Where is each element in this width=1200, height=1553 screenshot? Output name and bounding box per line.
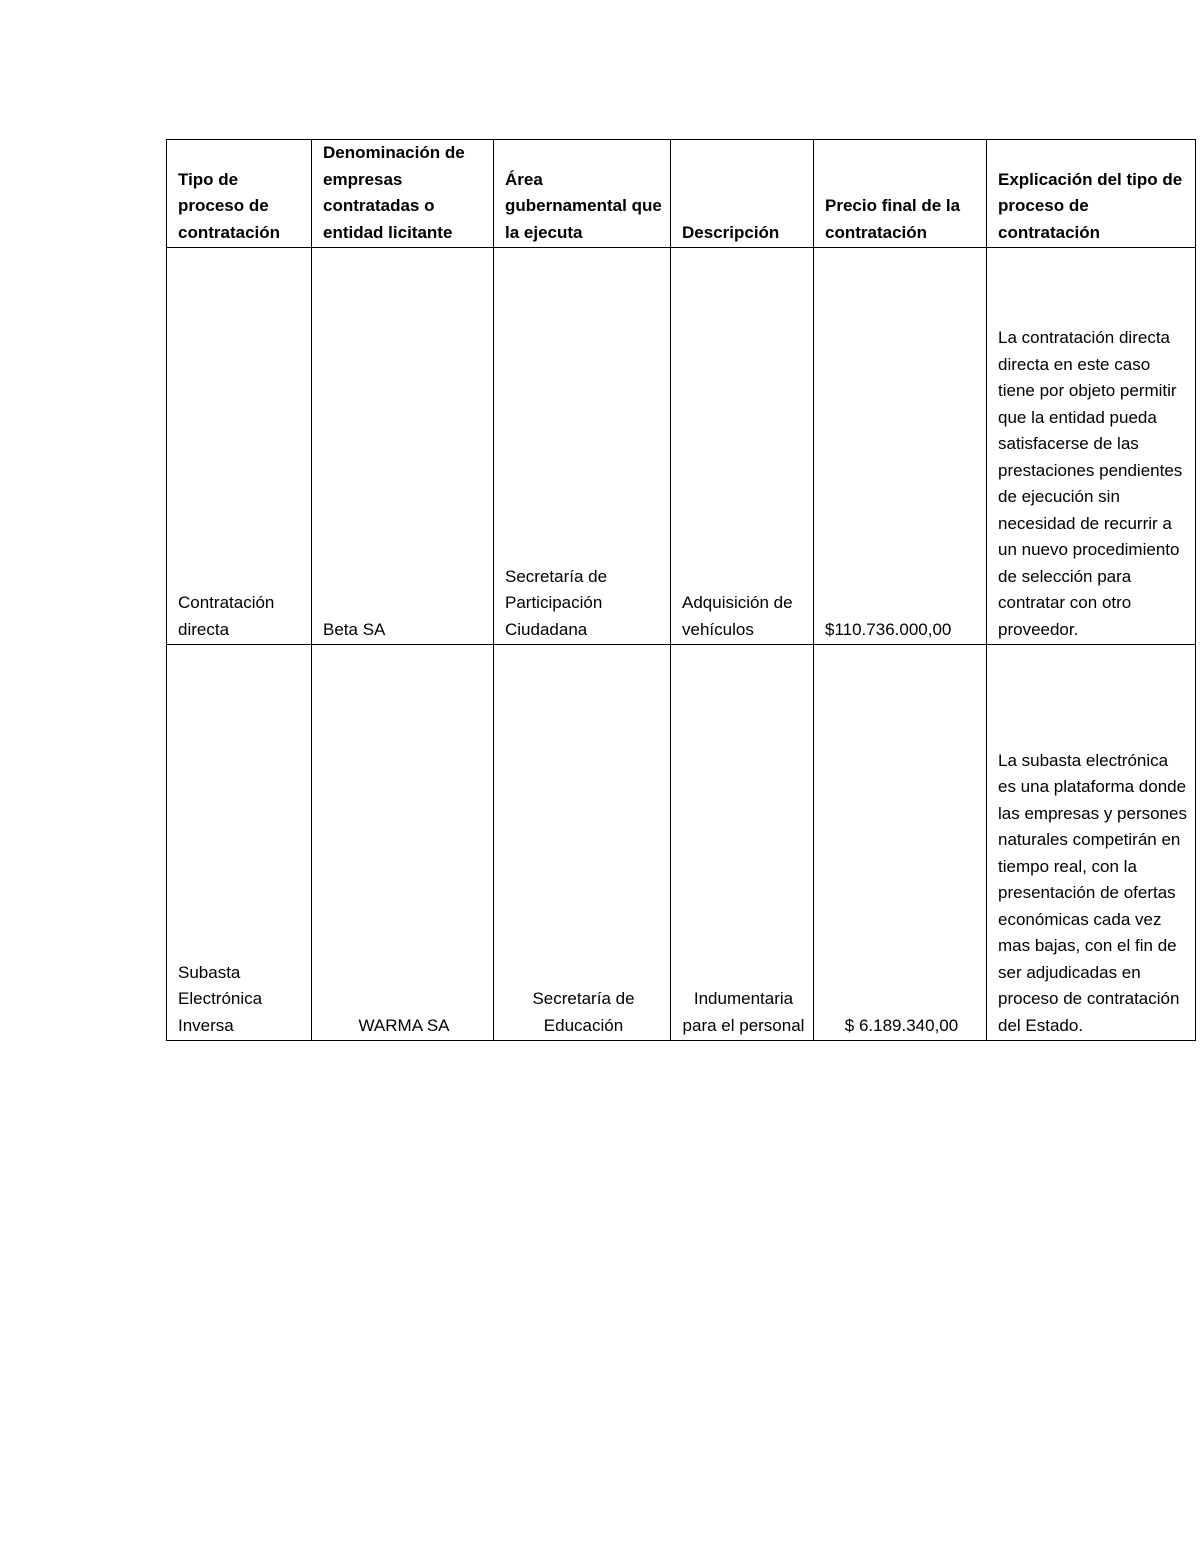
table-row (167, 248, 1196, 645)
cell-tipo: Contratación directa (167, 248, 312, 645)
cell-empresa: WARMA SA (312, 645, 494, 1041)
contracts-table (166, 139, 1196, 1041)
cell-area: Secretaría de Educación (494, 645, 671, 1041)
cell-area: Secretaría de Participación Ciudadana (494, 248, 671, 645)
cell-precio: $ 6.189.340,00 (814, 645, 987, 1041)
cell-explicacion: La subasta electrónica es una plataforma donde las empresas y persones naturales competirán en tiempo real, con la presentación de ofertas económicas cada vez mas bajas, con el fin de ser adjudicadas en proceso de contratación del Estado. (987, 645, 1196, 1041)
table-row (167, 645, 1196, 1041)
header-area: Área gubernamental que la ejecuta (494, 140, 671, 248)
cell-explicacion: La contratación directa directa en este caso tiene por objeto permitir que la entidad pueda satisfacerse de las prestaciones pendientes de ejecución sin necesidad de recurrir a un nuevo procedimiento de selección para contratar con otro proveedor. (987, 248, 1196, 645)
cell-empresa: Beta SA (312, 248, 494, 645)
header-empresa: Denominación de empresas contratadas o entidad licitante (312, 140, 494, 248)
header-tipo: Tipo de proceso de contratación (167, 140, 312, 248)
cell-tipo: Subasta Electrónica Inversa (167, 645, 312, 1041)
header-explicacion: Explicación del tipo de proceso de contratación (987, 140, 1196, 248)
header-descripcion: Descripción (671, 140, 814, 248)
table-header-row (167, 140, 1196, 248)
cell-descripcion: Adquisición de vehículos (671, 248, 814, 645)
cell-precio: $110.736.000,00 (814, 248, 987, 645)
header-precio: Precio final de la contratación (814, 140, 987, 248)
cell-descripcion: Indumentaria para el personal (671, 645, 814, 1041)
